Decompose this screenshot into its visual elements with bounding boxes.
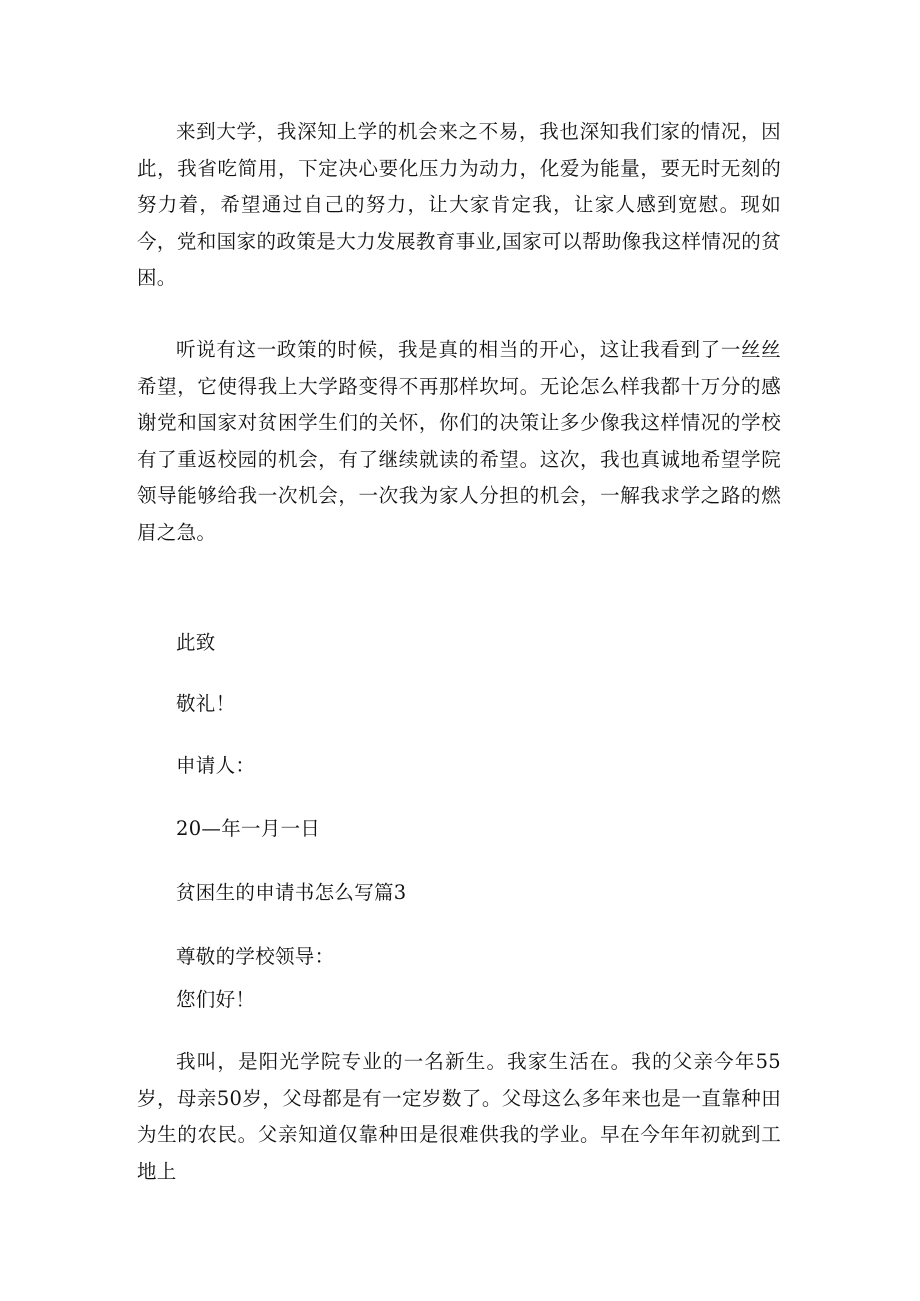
salute-text: 敬礼！ <box>176 692 236 715</box>
hello-text: 您们好！ <box>176 988 256 1011</box>
paragraph-3: 我叫，是阳光学院专业的一名新生。我家生活在。我的父亲今年55岁，母亲50岁，父母都是有一定岁数了。父母这么多年来也是一直靠种田为生的农民。父亲知道仅靠种田是很难供我的学业。早在今年年初就到工地上 <box>137 1050 781 1183</box>
section-title: 贫困生的申请书怎么写篇3 <box>176 881 407 904</box>
paragraph-2: 听说有这一政策的时候，我是真的相当的开心，这让我看到了一丝丝希望，它使得我上大学路变得不再那样坎坷。无论怎么样我都十万分的感谢党和国家对贫困学生们的关怀，你们的决策让多少像我这样情况的学校有了重返校园的机会，有了继续就读的希望。这次，我也真诚地希望学院领导能够给我一次机会，一次我为家人分担的机会，一解我求学之路的燃眉之急。 <box>137 338 781 544</box>
applicant-label: 申请人： <box>176 754 256 777</box>
paragraph-1: 来到大学，我深知上学的机会来之不易，我也深知我们家的情况，因此，我省吃简用，下定决心要化压力为动力，化爱为能量，要无时无刻的努力着，希望通过自己的努力，让大家肯定我，让家人感到宽慰。现如今，党和国家的政策是大力发展教育事业,国家可以帮助像我这样情况的贫困。 <box>137 120 781 289</box>
closing-text: 此致 <box>176 631 216 654</box>
date-text: 20—年一月一日 <box>176 817 321 840</box>
greeting-text: 尊敬的学校领导： <box>176 945 335 968</box>
